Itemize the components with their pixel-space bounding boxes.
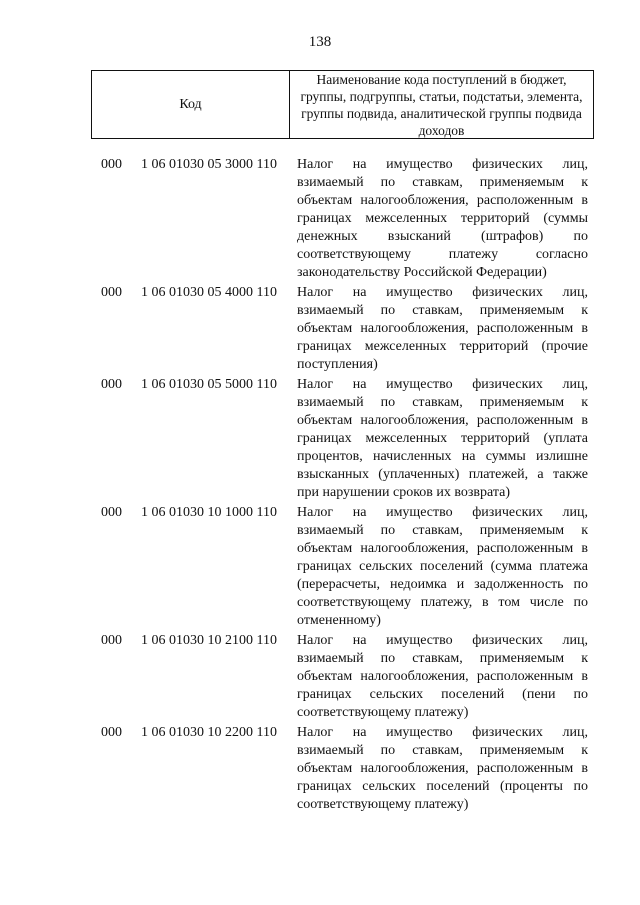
header-name-cell: Наименование кода поступлений в бюджет, группы, подгруппы, статьи, подстатьи, элемента, группы подвида, аналитической группы подвида доходов (300, 71, 583, 138)
row-admin-code: 000 (101, 725, 122, 740)
entries-list (0, 156, 640, 816)
row-admin-code: 000 (101, 285, 122, 300)
row-description: Налог на имущество физических лиц, взимаемый по ставкам, применяемым к объектам налогообложения, расположенным в границах сельских поселений (проценты по соответствующему платежу) (297, 725, 588, 812)
row-description: Налог на имущество физических лиц, взимаемый по ставкам, применяемым к объектам налогообложения, расположенным в границах межселенных территорий (суммы денежных взысканий (штрафов) по соответствующему платежу согласно законодательству Российской Федерации) (297, 157, 588, 280)
table-row (0, 156, 640, 282)
row-admin-code: 000 (101, 633, 122, 648)
row-revenue-code: 1 06 01030 10 1000 110 (141, 505, 277, 520)
row-revenue-code: 1 06 01030 05 3000 110 (141, 157, 277, 172)
table-row (0, 504, 640, 630)
header-code-cell: Код (92, 71, 290, 138)
row-revenue-code: 1 06 01030 05 5000 110 (141, 377, 277, 392)
row-revenue-code: 1 06 01030 10 2200 110 (141, 725, 277, 740)
table-row (0, 632, 640, 722)
table-row (0, 724, 640, 814)
page-number: 138 (308, 34, 332, 50)
row-revenue-code: 1 06 01030 10 2100 110 (141, 633, 277, 648)
row-revenue-code: 1 06 01030 05 4000 110 (141, 285, 277, 300)
row-description: Налог на имущество физических лиц, взимаемый по ставкам, применяемым к объектам налогообложения, расположенным в границах сельских поселений (сумма платежа (перерасчеты, недоимка и задолженность по соответствующему платежу, в том числе по отмененному) (297, 505, 588, 628)
row-description: Налог на имущество физических лиц, взимаемый по ставкам, применяемым к объектам налогообложения, расположенным в границах сельских поселений (пени по соответствующему платежу) (297, 633, 588, 720)
table-header (91, 70, 594, 139)
table-row (0, 376, 640, 502)
row-admin-code: 000 (101, 505, 122, 520)
row-admin-code: 000 (101, 377, 122, 392)
row-admin-code: 000 (101, 157, 122, 172)
row-description: Налог на имущество физических лиц, взимаемый по ставкам, применяемым к объектам налогообложения, расположенным в границах межселенных территорий (прочие поступления) (297, 285, 588, 372)
row-description: Налог на имущество физических лиц, взимаемый по ставкам, применяемым к объектам налогообложения, расположенным в границах межселенных территорий (уплата процентов, начисленных на суммы излишне взысканных (уплаченных) платежей, а также при нарушении сроков их возврата) (297, 377, 588, 500)
table-row (0, 284, 640, 374)
